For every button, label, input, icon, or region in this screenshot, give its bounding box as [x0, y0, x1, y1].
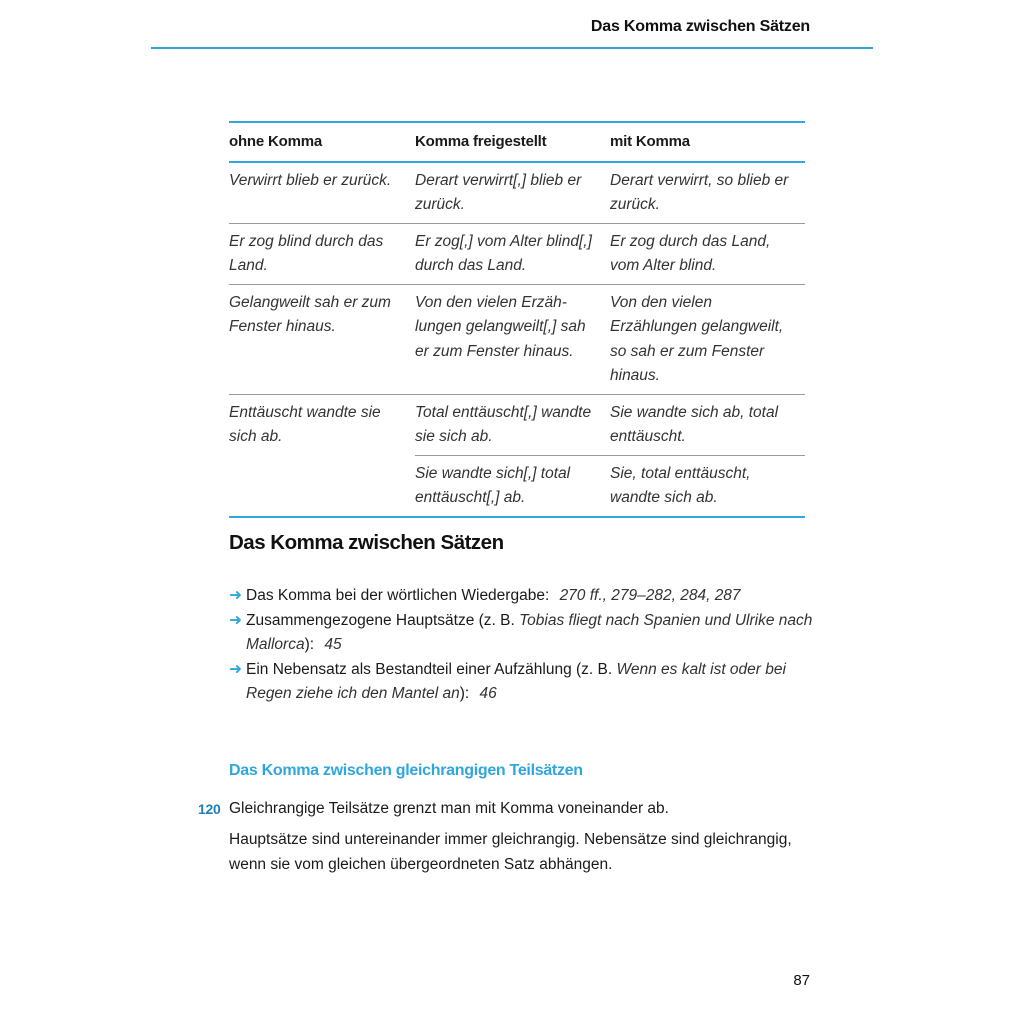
table-cell: Total enttäuscht[,] wandte sie sich ab. [415, 394, 610, 455]
list-item [229, 609, 819, 658]
list-item [229, 658, 819, 707]
cross-reference-list [229, 584, 819, 707]
header-ohne-komma: ohne Komma [229, 122, 415, 162]
body-paragraph: Hauptsätze sind untereinander immer gleichrangig. Nebensätze sind gleichrangig, wenn sie vom gleichen übergeordneten Satz abhängen. [229, 831, 792, 873]
section-heading: Das Komma zwischen Sätzen [229, 531, 504, 554]
table-cell: Verwirrt blieb er zurück. [229, 162, 415, 224]
page-number: 87 [793, 972, 810, 989]
arrow-right-icon: ➜ [229, 611, 242, 629]
table-row [229, 394, 805, 455]
page-reference[interactable]: 46 [479, 685, 497, 702]
table-cell: Enttäuscht wandte sie sich ab. [229, 394, 415, 517]
page-reference[interactable]: 45 [324, 636, 342, 653]
reference-example-suffix: ): [459, 685, 470, 702]
table-row [229, 223, 805, 284]
rule-number: 120 [198, 801, 221, 817]
arrow-right-icon: ➜ [229, 587, 242, 604]
subsection-heading: Das Komma zwischen gleichrangigen Teilsätzen [229, 762, 583, 779]
table-header-row [229, 122, 805, 162]
table-cell: Sie wandte sich[,] total enttäuscht[,] ab. [415, 455, 610, 517]
reference-text: Zusammengezogene Hauptsätze (z. B. [246, 611, 515, 629]
page-reference[interactable]: 270 ff., 279–282, 284, 287 [559, 587, 741, 604]
table-cell: Derart verwirrt[,] blieb er zurück. [415, 162, 610, 224]
table-cell: Von den vielen Erzäh-lungen gelangweilt[,] sah er zum Fenster hinaus. [415, 284, 610, 394]
table-row [229, 162, 805, 224]
table-cell: Sie wandte sich ab, total enttäuscht. [610, 394, 805, 455]
reference-text: Ein Nebensatz als Bestandteil einer Aufzählung (z. B. [246, 660, 613, 678]
list-item [229, 584, 819, 609]
header-mit-komma: mit Komma [610, 122, 805, 162]
table-cell: Er zog durch das Land, vom Alter blind. [610, 223, 805, 284]
reference-example: Tobias fliegt nach Spanien und Ulrike nach Mallorca [246, 611, 813, 653]
body-paragraph: Gleichrangige Teilsätze grenzt man mit Komma voneinander ab. [229, 800, 669, 817]
arrow-right-icon: ➜ [229, 660, 242, 678]
reference-text: Das Komma bei der wörtlichen Wiedergabe: [246, 587, 550, 604]
table-cell: Gelangweilt sah er zum Fenster hinaus. [229, 284, 415, 394]
reference-example: Wenn es kalt ist oder bei Regen ziehe ich den Mantel an [246, 660, 786, 702]
table-cell: Er zog blind durch das Land. [229, 223, 415, 284]
table-cell: Sie, total enttäuscht, wandte sich ab. [610, 455, 805, 517]
running-head-title: Das Komma zwischen Sätzen [590, 18, 810, 35]
table-cell: Er zog[,] vom Alter blind[,] durch das Land. [415, 223, 610, 284]
table-cell: Von den vielen Erzählungen gelangweilt, so sah er zum Fenster hinaus. [610, 284, 805, 394]
running-head [151, 17, 873, 49]
header-komma-freigestellt: Komma freigestellt [415, 122, 610, 162]
comma-comparison-table [229, 121, 805, 518]
table-cell: Derart verwirrt, so blieb er zurück. [610, 162, 805, 224]
reference-example-suffix: ): [304, 636, 315, 653]
table-row [229, 284, 805, 394]
